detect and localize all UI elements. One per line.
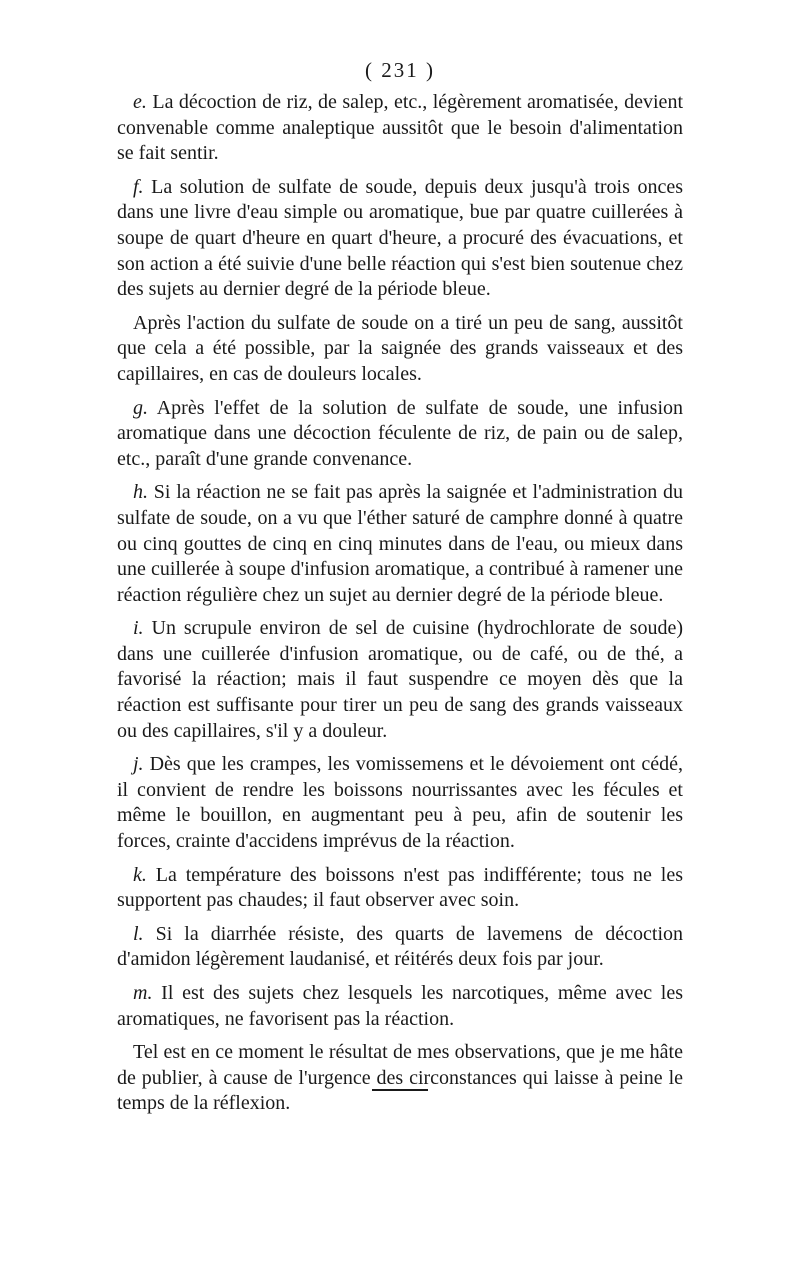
paragraph-f — [117, 175, 683, 303]
item-label: i. — [133, 617, 144, 640]
paragraph-g — [117, 396, 683, 473]
paragraph-text: La décoction de riz, de salep, etc., légèrement aromatisée, devient convenable comme analeptique aussitôt que le besoin d'alimentation se fait sentir. — [117, 91, 683, 165]
paragraph-conclusion — [117, 1040, 683, 1117]
item-label: l. — [133, 922, 144, 945]
paragraph-text: Après l'effet de la solution de sulfate de soude, une infusion aromatique dans une décoction féculente de riz, de pain ou de salep, etc., paraît d'une grande convenance. — [117, 396, 683, 470]
item-label: f. — [133, 175, 144, 198]
item-label: j. — [133, 753, 144, 776]
paragraph-text: Il est des sujets chez lesquels les narcotiques, même avec les aromatiques, ne favorisent pas la réaction. — [117, 982, 683, 1030]
paragraph-text: Après l'action du sulfate de soude on a tiré un peu de sang, aussitôt que cela a été possible, par la saignée des grands vaisseaux et des capillaires, en cas de douleurs locales. — [117, 311, 683, 385]
paragraph-h — [117, 480, 683, 608]
item-label: g. — [133, 396, 148, 419]
paragraph-i — [117, 616, 683, 744]
paragraph-text: La solution de sulfate de soude, depuis deux jusqu'à trois onces dans une livre d'eau simple ou aromatique, bue par quatre cuillerées à soupe de quart d'heure en quart d'heure, a procuré des évacuations, et son action a été suivie d'une belle réaction qui s'est bien soutenue chez des sujets au dernier degré de la période bleue. — [117, 175, 683, 301]
paragraph-k — [117, 863, 683, 914]
paragraph-text: La température des boissons n'est pas indifférente; tous ne les supportent pas chaudes; il faut observer avec soin. — [117, 863, 683, 912]
paragraph-text: Un scrupule environ de sel de cuisine (hydrochlorate de soude) dans une cuillerée d'infusion aromatique, ou de café, ou de thé, a favorisé la réaction; mais il faut suspendre ce moyen dès que la réaction est suffisante pour tirer un peu de sang des grands vaisseaux ou des capillaires, s'il y a douleur. — [117, 617, 683, 742]
item-label: h. — [133, 481, 148, 504]
paragraph-m — [117, 981, 683, 1032]
page-number: ( 231 ) — [365, 58, 435, 82]
paragraph-l — [117, 922, 683, 973]
body-text — [117, 90, 683, 1125]
end-rule-divider — [372, 1089, 428, 1091]
paragraph-text: Si la diarrhée résiste, des quarts de lavemens de décoction d'amidon légèrement laudanisé, et réitérés deux fois par jour. — [117, 922, 683, 971]
paragraph-j — [117, 752, 683, 854]
item-label: m. — [133, 982, 153, 1004]
paragraph-text: Si la réaction ne se fait pas après la saignée et l'administration du sulfate de soude, on a vu que l'éther saturé de camphre donné à quatre ou cinq gouttes de cinq en cinq minutes dans de l'eau, ou mieux dans une cuillerée à soupe d'infusion aromatique, a contribué à ramener une réaction régulière chez un sujet au dernier degré de la période bleue. — [117, 481, 683, 606]
item-label: k. — [133, 863, 147, 886]
paragraph-apres-sulfate — [117, 311, 683, 388]
paragraph-text: Dès que les crampes, les vomissemens et le dévoiement ont cédé, il convient de rendre les boissons nourrissantes avec les fécules et même le bouillon, en augmentant peu à peu, afin de soutenir les forces, crainte d'accidens imprévus de la réaction. — [117, 753, 683, 853]
item-label: e. — [133, 91, 147, 113]
paragraph-e — [117, 90, 683, 167]
paragraph-text: Tel est en ce moment le résultat de mes observations, que je me hâte de publier, à cause de l'urgence des circonstances qui laisse à peine le temps de la réflexion. — [117, 1041, 683, 1115]
